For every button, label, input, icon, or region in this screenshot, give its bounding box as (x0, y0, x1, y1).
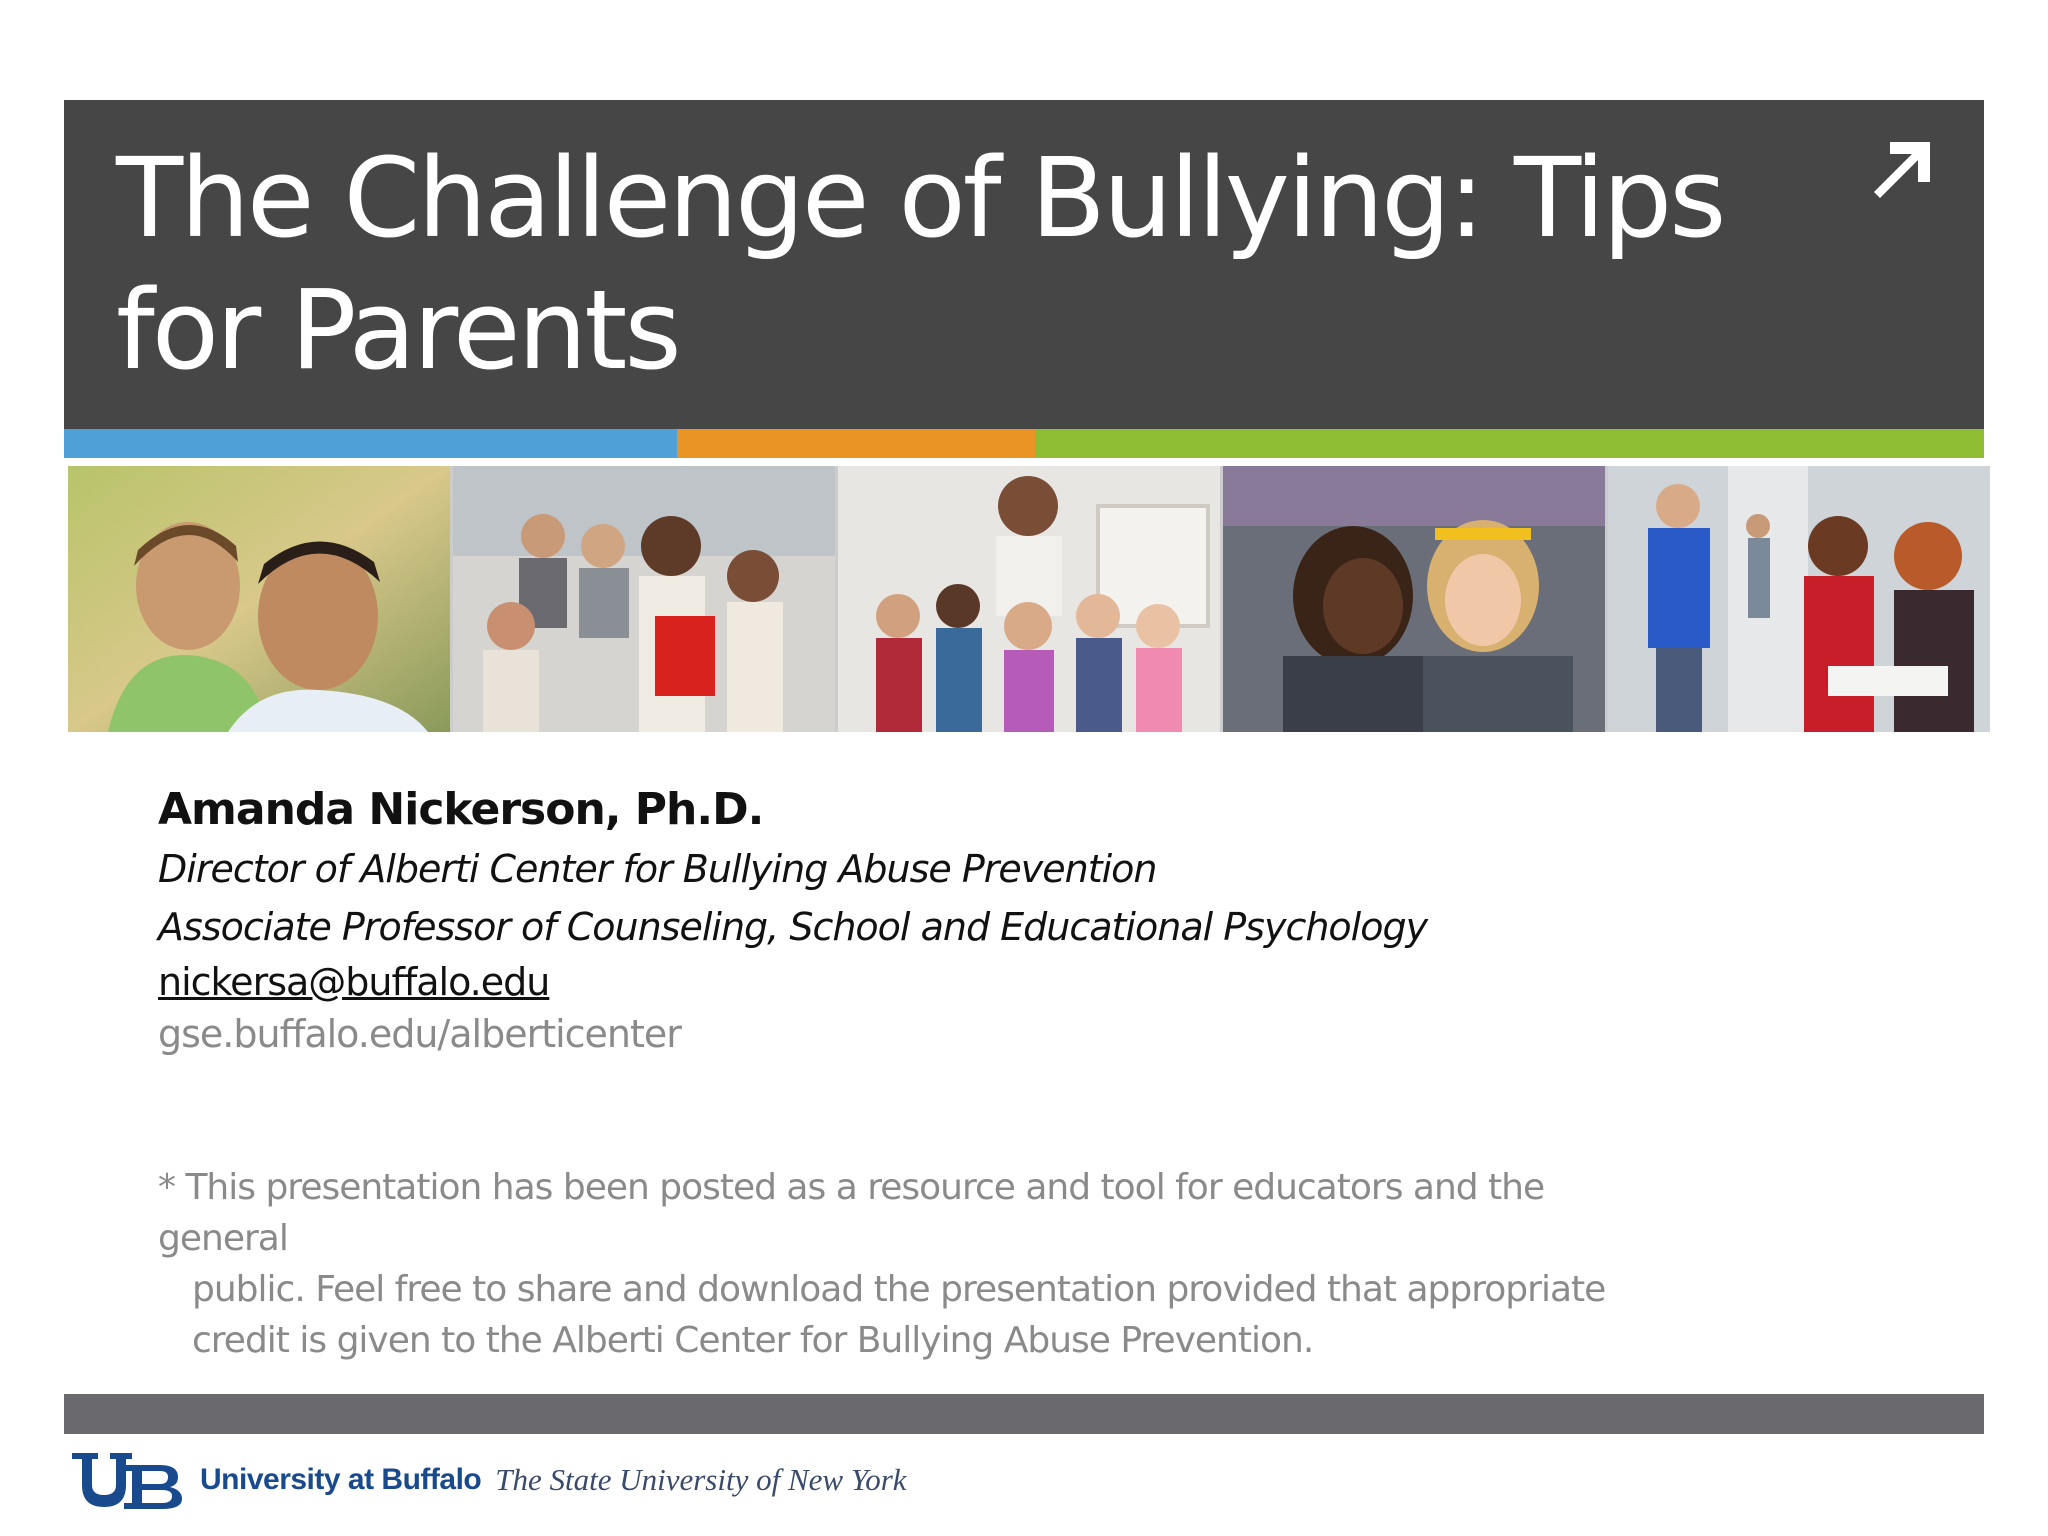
title-bar (64, 100, 1984, 429)
footer-bar (64, 1394, 1984, 1434)
disclaimer-line-2: general (158, 1218, 288, 1259)
disclaimer-line-3: public. Feel free to share and download the presentation provided that appropriate (192, 1269, 1606, 1310)
slide-title: The Challenge of Bullying: Tips for Parents (116, 134, 1724, 394)
presenter-role-director: Director of Alberti Center for Bullying Abuse Prevention (158, 847, 1157, 891)
photo-teens-in-hallway (1608, 466, 1990, 732)
ub-logo-mark (68, 1449, 186, 1511)
disclaimer (158, 1162, 1718, 1366)
arrow-up-right-icon (1870, 134, 1950, 214)
accent-strip-green (1035, 429, 1984, 458)
accent-color-strip (64, 429, 1984, 458)
photo-strip (68, 466, 1990, 732)
photo-teacher-with-young-children (838, 466, 1220, 732)
photo-father-and-son (68, 466, 450, 732)
presenter-name: Amanda Nickerson, Ph.D. (158, 784, 764, 835)
photo-teacher-with-students (453, 466, 835, 732)
presenter-email-link[interactable]: nickersa@buffalo.edu (158, 960, 550, 1004)
accent-strip-orange (677, 429, 1035, 458)
disclaimer-line-4: credit is given to the Alberti Center for Bullying Abuse Prevention. (192, 1320, 1314, 1361)
accent-strip-blue (64, 429, 677, 458)
university-logo (68, 1448, 907, 1512)
university-name: University at Buffalo (200, 1463, 482, 1496)
presenter-website: gse.buffalo.edu/alberticenter (158, 1012, 681, 1056)
presenter-info (158, 780, 1858, 1060)
presenter-role-professor: Associate Professor of Counseling, School and Educational Psychology (158, 905, 1428, 949)
photo-two-girls-smiling (1223, 466, 1605, 732)
disclaimer-line-1: * This presentation has been posted as a resource and tool for educators and the (158, 1167, 1545, 1208)
university-tagline: The State University of New York (495, 1462, 907, 1497)
